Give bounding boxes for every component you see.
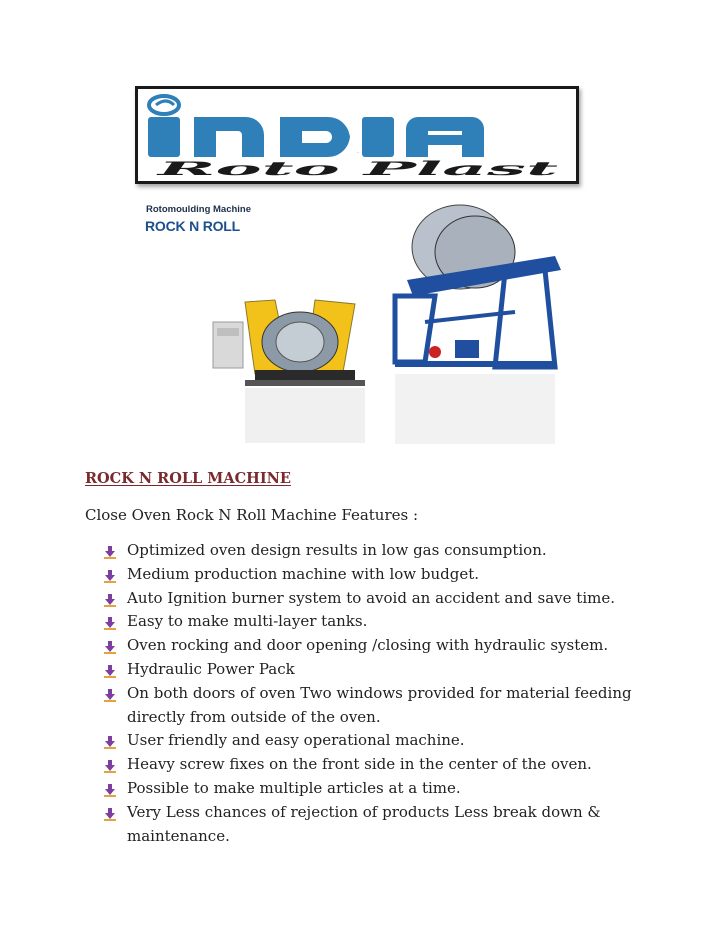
feature-text: Very Less chances of rejection of products Less break down & maintenance.	[127, 802, 601, 845]
list-item	[100, 729, 660, 753]
figure-subtitle: Rotomoulding Machine	[146, 204, 252, 215]
arrow-down-bullet-icon	[103, 640, 117, 654]
list-item	[100, 753, 660, 777]
product-figure	[95, 192, 635, 462]
logo-bottom-text: Roto Plast	[154, 158, 559, 179]
feature-text: Possible to make multiple articles at a time.	[127, 778, 461, 797]
logo-graphic	[142, 91, 574, 179]
clamshell-oven-graphic	[213, 300, 365, 443]
arrow-down-bullet-icon	[103, 688, 117, 702]
figure-title: ROCK N ROLL	[145, 218, 241, 234]
arrow-down-bullet-icon	[103, 593, 117, 607]
logo-swirl-icon	[149, 96, 179, 114]
arrow-down-bullet-icon	[103, 735, 117, 749]
list-item	[100, 563, 660, 587]
feature-text: Optimized oven design results in low gas consumption.	[127, 541, 547, 559]
feature-text: Easy to make multi-layer tanks.	[127, 612, 368, 631]
list-item	[100, 658, 660, 682]
feature-text: On both doors of oven Two windows provided for material feeding directly from outside of the oven.	[127, 683, 632, 726]
list-item	[100, 634, 660, 658]
rock-frame-machine-graphic	[395, 205, 561, 444]
company-logo	[135, 86, 579, 184]
arrow-down-bullet-icon	[103, 664, 117, 678]
feature-text: User friendly and easy operational machine.	[127, 731, 465, 750]
list-item	[100, 777, 660, 801]
list-item	[100, 587, 660, 611]
arrow-down-bullet-icon	[103, 807, 117, 821]
feature-text: Heavy screw fixes on the front side in the center of the oven.	[127, 755, 592, 774]
arrow-down-bullet-icon	[103, 569, 117, 583]
list-item	[100, 610, 660, 634]
intro-text: Close Oven Rock N Roll Machine Features :	[85, 506, 419, 524]
section-heading: ROCK N ROLL MACHINE	[85, 470, 291, 487]
list-item	[100, 539, 660, 563]
feature-text: Auto Ignition burner system to avoid an accident and save time.	[127, 588, 615, 607]
logo-india-letters	[148, 117, 484, 157]
feature-list	[100, 539, 660, 848]
list-item	[100, 682, 660, 730]
logo-top-text: INDIA	[356, 153, 360, 154]
arrow-down-bullet-icon	[103, 616, 117, 630]
arrow-down-bullet-icon	[103, 545, 117, 559]
feature-text: Medium production machine with low budget.	[127, 564, 480, 583]
list-item	[100, 801, 660, 849]
feature-text: Hydraulic Power Pack	[127, 659, 295, 678]
arrow-down-bullet-icon	[103, 759, 117, 773]
feature-text: Oven rocking and door opening /closing with hydraulic system.	[127, 636, 609, 655]
arrow-down-bullet-icon	[103, 783, 117, 797]
